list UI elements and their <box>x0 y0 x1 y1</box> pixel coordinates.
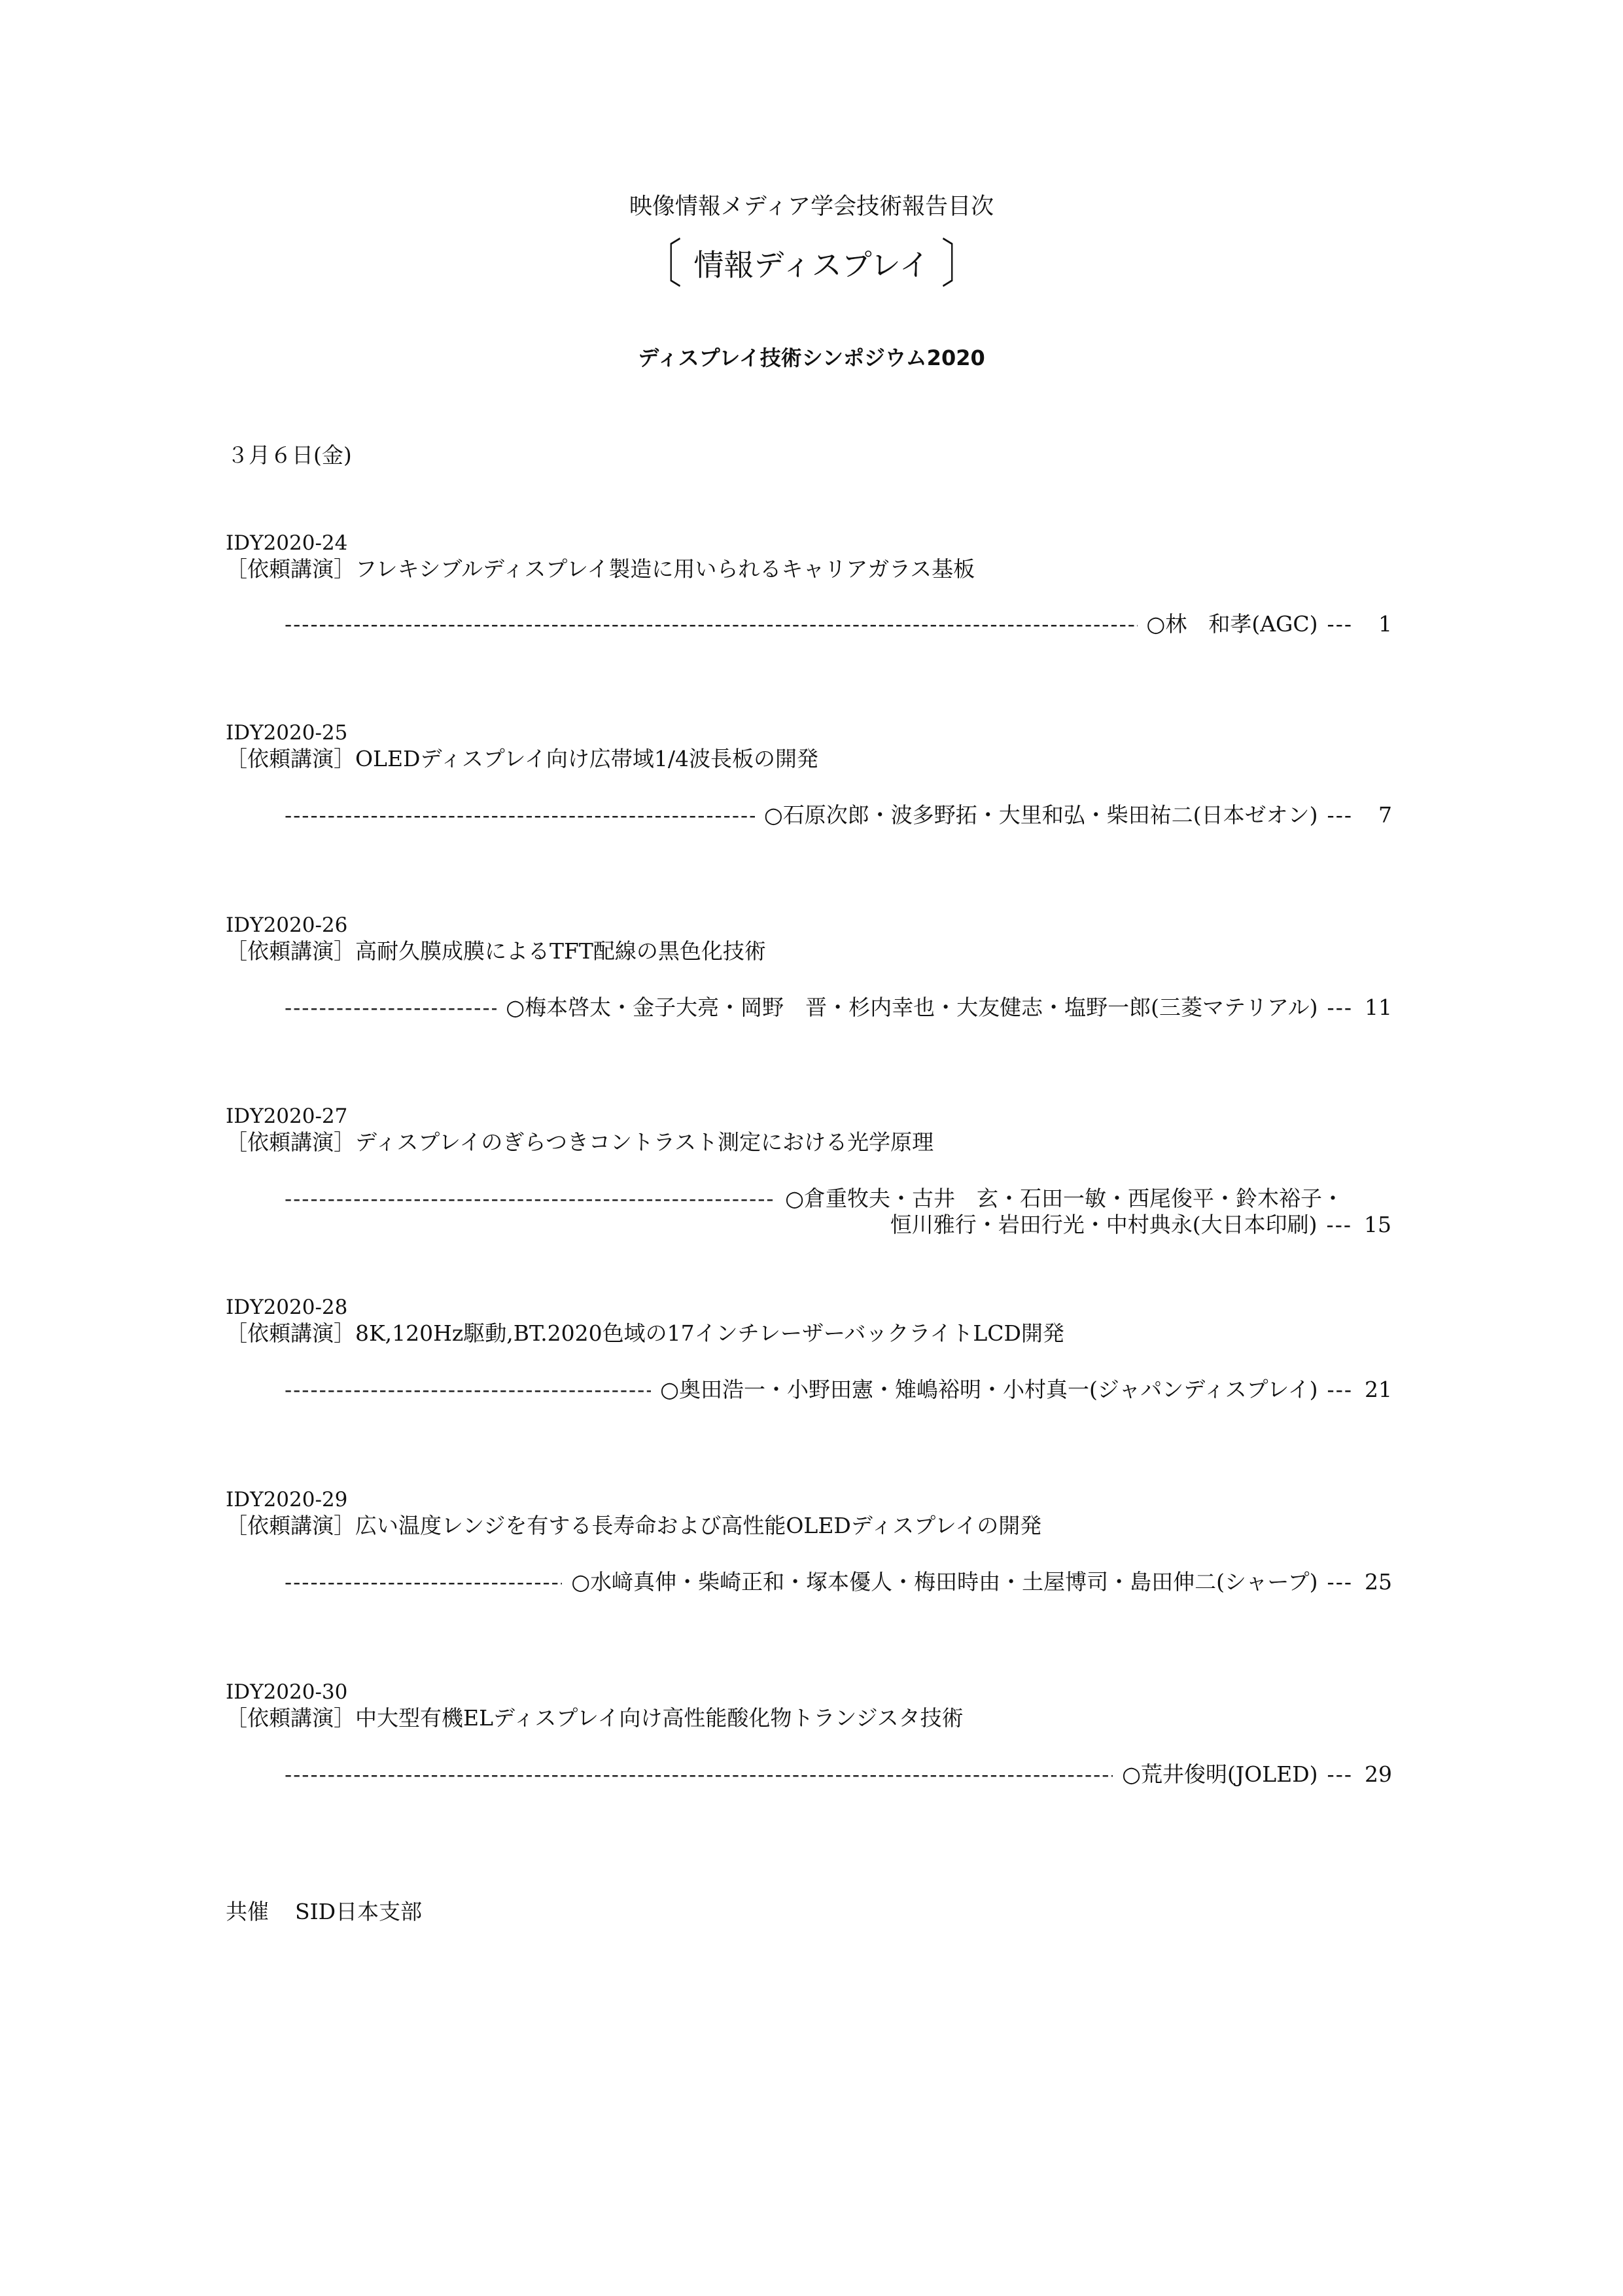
entry-id: IDY2020-26 <box>226 913 348 937</box>
entry-authors: ○倉重牧夫・古井 玄・石田一敏・西尾俊平・鈴木裕子・ <box>785 1186 1344 1211</box>
tail-dashes: --- <box>1326 1212 1352 1237</box>
series-heading <box>0 232 1623 295</box>
entry-page-number: 7 <box>1378 802 1392 828</box>
entry-id: IDY2020-28 <box>226 1296 348 1319</box>
entry-title: ［依頼講演］ディスプレイのぎらつきコントラスト測定における光学原理 <box>226 1129 934 1155</box>
entry-authors: ○石原次郎・波多野拓・大里和弘・柴田祐二(日本ゼオン) <box>764 802 1318 828</box>
leader-dashes <box>285 993 497 1022</box>
entry-title: ［依頼講演］広い温度レンジを有する長寿命および高性能OLEDディスプレイの開発 <box>226 1513 1042 1538</box>
entry-id: IDY2020-24 <box>226 531 348 555</box>
open-bracket: 〔 <box>641 232 682 295</box>
entry-id: IDY2020-27 <box>226 1104 348 1128</box>
symposium-title: ディスプレイ技術シンポジウム2020 <box>638 345 985 370</box>
author-line <box>285 610 1392 639</box>
leader-dashes <box>285 610 1138 639</box>
entry-page-number: 21 <box>1365 1377 1392 1402</box>
entry-page-number: 1 <box>1378 611 1392 637</box>
entry-authors: ○奥田浩一・小野田憲・雉嶋裕明・小村真一(ジャパンディスプレイ) <box>660 1377 1318 1402</box>
author-line <box>285 1184 1392 1213</box>
entry-page-number: 11 <box>1365 995 1392 1020</box>
entry-title: ［依頼講演］フレキシブルディスプレイ製造に用いられるキャリアガラス基板 <box>226 556 975 582</box>
entry-id: IDY2020-30 <box>226 1680 348 1704</box>
author-line <box>285 801 1392 830</box>
entry-authors-continued: 恒川雅行・岩田行光・中村典永(大日本印刷) <box>890 1212 1318 1237</box>
tail-dashes: --- <box>1327 611 1353 637</box>
author-line <box>285 1568 1392 1597</box>
tail-dashes: --- <box>1327 1377 1353 1402</box>
report-header-title: 映像情報メディア学会技術報告目次 <box>629 194 994 220</box>
author-line-continued <box>890 1210 1391 1239</box>
entry-page-number: 29 <box>1365 1761 1392 1787</box>
tail-dashes: --- <box>1327 1569 1353 1595</box>
entry-authors: ○荒井俊明(JOLED) <box>1122 1761 1318 1787</box>
entry-title: ［依頼講演］高耐久膜成膜によるTFT配線の黒色化技術 <box>226 938 766 964</box>
tail-dashes: --- <box>1327 1761 1353 1787</box>
co-sponsor-label: 共催 <box>226 1899 269 1924</box>
tail-dashes: --- <box>1327 995 1353 1020</box>
co-sponsor-name: SID日本支部 <box>295 1899 423 1924</box>
session-date: ３月６日(金) <box>227 442 352 468</box>
leader-dashes <box>285 1375 651 1404</box>
entry-page-number: 25 <box>1365 1569 1392 1595</box>
author-line <box>285 1375 1392 1404</box>
entry-id: IDY2020-25 <box>226 721 348 745</box>
series-title: 情報ディスプレイ <box>693 247 930 283</box>
entry-title: ［依頼講演］8K,120Hz駆動,BT.2020色域の17インチレーザーバックライトLCD開発 <box>226 1320 1064 1346</box>
entry-id: IDY2020-29 <box>226 1488 348 1511</box>
entry-title: ［依頼講演］OLEDディスプレイ向け広帯域1/4波長板の開発 <box>226 746 819 771</box>
entry-page-number: 15 <box>1364 1212 1391 1237</box>
leader-dashes <box>285 801 755 830</box>
entry-authors: ○水﨑真伸・柴崎正和・塚本優人・梅田時由・土屋博司・島田伸二(シャープ) <box>571 1569 1318 1595</box>
entry-authors: ○梅本啓太・金子大亮・岡野 晋・杉内幸也・大友健志・塩野一郎(三菱マテリアル) <box>506 995 1318 1020</box>
leader-dashes <box>285 1568 562 1597</box>
tail-dashes: --- <box>1327 802 1353 828</box>
leader-dashes <box>285 1760 1113 1789</box>
close-bracket: 〕 <box>941 232 982 295</box>
entry-authors: ○林 和孝(AGC) <box>1146 611 1318 637</box>
author-line <box>285 993 1392 1022</box>
co-sponsor-line <box>226 1899 422 1925</box>
leader-dashes <box>285 1184 776 1213</box>
entry-title: ［依頼講演］中大型有機ELディスプレイ向け高性能酸化物トランジスタ技術 <box>226 1705 964 1731</box>
author-line <box>285 1760 1392 1789</box>
